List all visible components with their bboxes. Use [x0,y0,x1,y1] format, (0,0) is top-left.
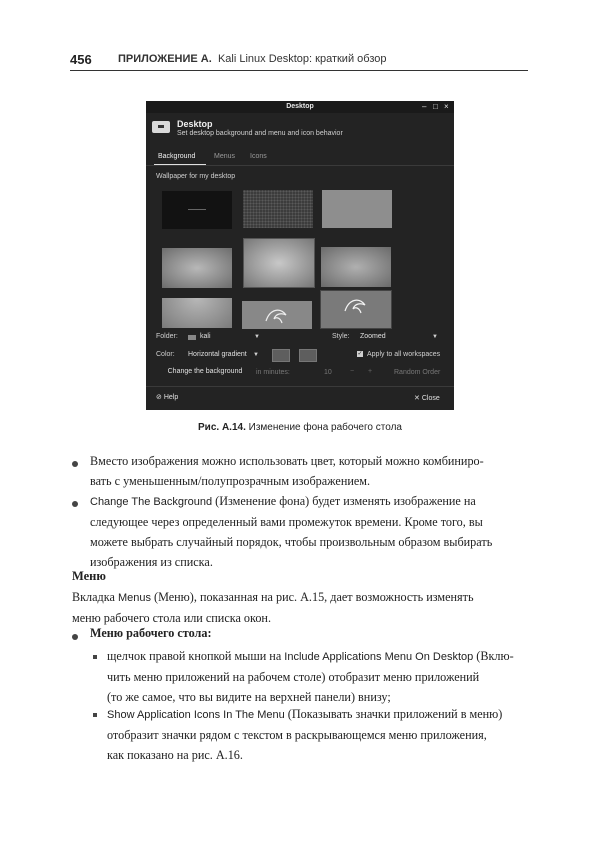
close-icon[interactable]: × [444,102,449,111]
bullet-icon [72,634,78,640]
wallpaper-thumbnail[interactable] [243,190,313,228]
footer-divider [146,386,454,387]
bullet-paragraph [90,491,530,572]
help-icon: ⊘ [156,394,162,401]
list-item [107,646,532,707]
folder-label: Folder: [156,333,178,340]
wallpaper-thumbnail[interactable] [321,247,391,287]
tab-menus[interactable]: Menus [214,153,236,160]
text-span: (Меню), показанная на рис. А.15, дает возможность изменять [150,590,474,604]
wallpaper-thumbnail[interactable] [242,301,312,329]
close-label: Close [421,395,440,402]
text-line [107,704,532,725]
increment-button[interactable]: + [368,368,373,375]
text-line: следующее через определенный вами промежуток времени. Кроме того, вы [90,515,483,529]
square-bullet-icon [93,655,97,659]
color-mode-select[interactable]: Horizontal gradient [188,351,247,358]
change-background-button[interactable]: Change the background [167,368,243,375]
text-span: Вкладка [72,590,118,604]
text-line: (то же самое, что вы видите на верхней панели) внизу; [107,690,391,704]
window-titlebar [146,101,454,113]
chevron-down-icon[interactable]: ▼ [254,334,260,340]
folder-select[interactable]: kali [200,333,211,340]
minutes-label: in minutes: [256,369,290,376]
text-line: чить меню приложений на рабочем столе) отобразит меню приложений [107,670,480,684]
bullet-icon [72,461,78,467]
text-line: Вместо изображения можно использовать цвет, который можно комбиниро- [90,454,484,468]
text-line [72,587,530,608]
sub-heading: Меню рабочего стола: [90,626,212,640]
desktop-app-icon [152,121,170,133]
close-icon: ✕ [414,395,420,402]
text-span: (Вклю- [473,649,514,663]
chevron-down-icon[interactable]: ▼ [432,334,438,340]
figure-caption [0,422,600,433]
text-line: можете выбрать случайный порядок, чтобы произвольным образом выбирать [90,535,493,549]
bullet-paragraph [90,451,530,491]
help-button[interactable] [156,393,178,401]
running-title [118,53,387,65]
color-swatch-1[interactable] [272,349,290,362]
minutes-input[interactable]: 10 [324,369,332,376]
ui-term: Include Applications Menu On Desktop [284,651,474,663]
ui-term: Menus [117,592,151,604]
help-label: Help [163,394,179,401]
text-line: меню рабочего стола или списка окон. [72,611,271,625]
bullet-icon [72,501,78,507]
appendix-label: ПРИЛОЖЕНИЕ А. [118,53,212,65]
kali-dragon-icon [264,305,290,325]
square-bullet-icon [93,713,97,717]
color-swatch-2[interactable] [299,349,317,362]
text-line: изображения из списка. [90,555,213,569]
wallpaper-label: Wallpaper for my desktop [156,173,236,180]
wallpaper-thumbnail[interactable] [162,248,232,288]
text-line: отобразит значки рядом с текстом в раскрывающемся меню приложения, [107,728,487,742]
desktop-settings-window [146,101,454,410]
wallpaper-thumbnail[interactable] [322,190,392,228]
maximize-icon[interactable]: □ [433,102,438,111]
tab-icons[interactable]: Icons [250,153,267,160]
figure-number: Рис. А.14. [198,422,246,433]
wallpaper-thumbnail[interactable] [162,298,232,328]
text-span: (Изменение фона) будет изменять изображение на [212,494,476,508]
app-title: Desktop [177,119,213,129]
text-line [90,491,530,512]
decrement-button[interactable]: − [350,368,355,375]
folder-icon [188,335,196,340]
section-heading: Меню [72,569,106,583]
text-line [107,646,532,667]
close-button[interactable] [414,394,440,402]
apply-all-checkbox[interactable]: ✓ [357,351,363,357]
ui-term: Change The Background [90,496,213,508]
tab-divider [146,165,454,166]
apply-all-label: Apply to all workspaces [367,351,441,358]
wallpaper-thumbnail[interactable] [321,291,391,328]
kali-dragon-icon [343,295,369,315]
style-label: Style: [332,333,350,340]
text-line: как показано на рис. А.16. [107,748,243,762]
list-item [107,704,532,765]
running-header [70,52,528,71]
app-subtitle: Set desktop background and menu and icon behavior [177,130,343,137]
menus-paragraph [72,587,530,628]
minimize-icon[interactable]: – [422,102,427,111]
text-span: щелчок правой кнопкой мыши на [107,649,285,663]
chapter-title: Kali Linux Desktop: краткий обзор [217,53,387,65]
ui-term: Show Application Icons In The Menu [107,709,285,721]
tab-background[interactable]: Background [158,153,196,160]
figure-caption-text: Изменение фона рабочего стола [248,422,402,433]
wallpaper-thumbnail[interactable] [162,191,232,229]
wallpaper-thumbnail-selected[interactable] [244,239,314,287]
random-order-checkbox[interactable]: Random Order [394,369,441,376]
window-title: Desktop [286,103,314,110]
page-number: 456 [70,52,92,67]
style-select[interactable]: Zoomed [360,333,386,340]
text-line: вать с уменьшенным/полупрозрачным изображением. [90,474,371,488]
chevron-down-icon[interactable]: ▼ [253,352,259,358]
color-label: Color: [156,351,175,358]
text-span: (Показывать значки приложений в меню) [284,707,503,721]
